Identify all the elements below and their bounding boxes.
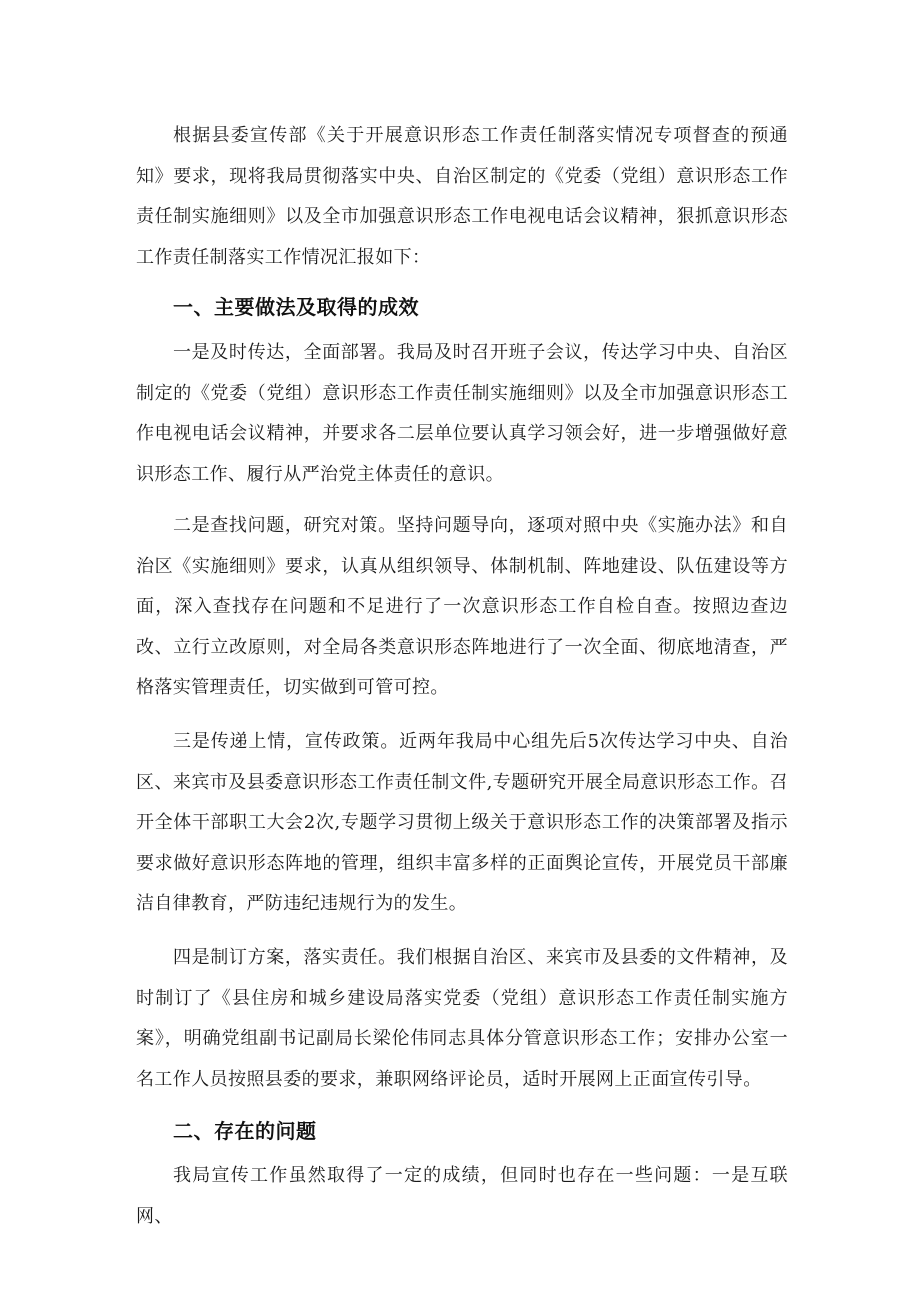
section-heading-achievements: 一、主要做法及取得的成效	[173, 295, 419, 319]
paragraph-problems: 我局宣传工作虽然取得了一定的成绩，但同时也存在一些问题：一是互联网、	[136, 1165, 788, 1227]
paragraph-item-3: 三是传递上情，宣传政策。近两年我局中心组先后5次传达学习中央、自治区、来宾市及县委意识形态工作责任制文件,专题研究开展全局意识形态工作。召开全体干部职工大会2次,专题学习贯彻上级关于意识形态工作的决策部署及指示要求做好意识形态阵地的管理，组织丰富多样的正面舆论宣传，开展党员干部廉洁自律教育，严防违纪违规行为的发生。	[136, 731, 788, 914]
intro-paragraph: 根据县委宣传部《关于开展意识形态工作责任制落实情况专项督查的预通知》要求，现将我局贯彻落实中央、自治区制定的《党委（党组）意识形态工作责任制实施细则》以及全市加强意识形态工作电视电话会议精神，狠抓意识形态工作责任制落实工作情况汇报如下：	[136, 125, 788, 268]
section-heading-problems: 二、存在的问题	[173, 1119, 317, 1143]
paragraph-item-2: 二是查找问题，研究对策。坚持问题导向，逐项对照中央《实施办法》和自治区《实施细则》要求，认真从组织领导、体制机制、阵地建设、队伍建设等方面，深入查找存在问题和不足进行了一次意识形态工作自检自查。按照边查边改、立行立改原则，对全局各类意识形态阵地进行了一次全面、彻底地清查，严格落实管理责任，切实做到可管可控。	[136, 515, 788, 698]
paragraph-item-4: 四是制订方案，落实责任。我们根据自治区、来宾市及县委的文件精神，及时制订了《县住房和城乡建设局落实党委（党组）意识形态工作责任制实施方案》，明确党组副书记副局长梁伦伟同志具体分管意识形态工作；安排办公室一名工作人员按照县委的要求，兼职网络评论员，适时开展网上正面宣传引导。	[136, 947, 788, 1090]
paragraph-item-1: 一是及时传达，全面部署。我局及时召开班子会议，传达学习中央、自治区制定的《党委（党组）意识形态工作责任制实施细则》以及全市加强意识形态工作电视电话会议精神，并要求各二层单位要认真学习领会好，进一步增强做好意识形态工作、履行从严治党主体责任的意识。	[136, 342, 788, 485]
